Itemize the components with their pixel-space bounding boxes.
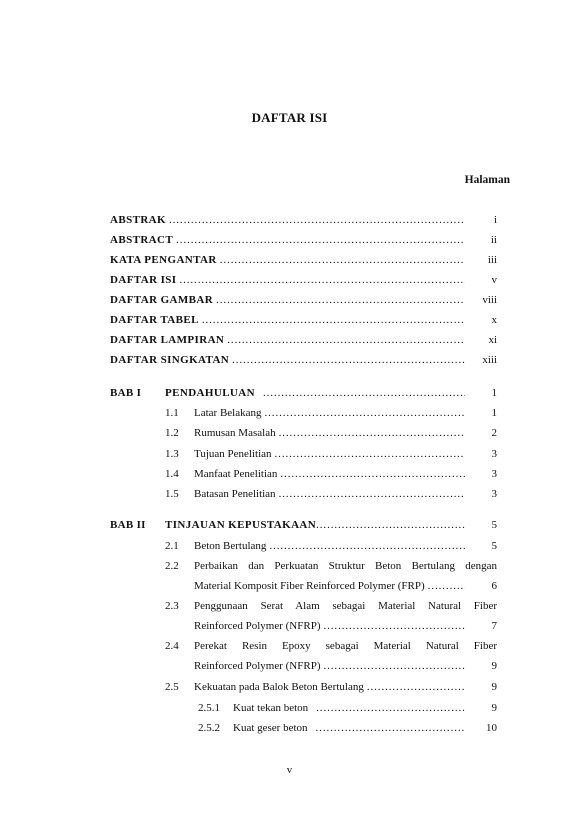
subsection-title: Kuat geser beton bbox=[233, 722, 308, 734]
section-title: Reinforced Polymer (NFRP) bbox=[194, 660, 321, 672]
toc-page: x bbox=[491, 314, 497, 326]
section-number: 2.2 bbox=[165, 560, 179, 572]
toc-subsection bbox=[110, 720, 497, 736]
toc-chapter bbox=[110, 385, 497, 401]
section-number: 2.5 bbox=[165, 681, 179, 693]
toc-page: 10 bbox=[486, 722, 497, 734]
leader-dots bbox=[179, 272, 465, 288]
toc-entry-front bbox=[110, 352, 497, 368]
chapter-title: TINJAUAN KEPUSTAKAAN bbox=[165, 519, 317, 531]
leader-dots bbox=[202, 312, 465, 328]
leader-dots bbox=[220, 252, 465, 268]
subsection-number: 2.5.2 bbox=[198, 722, 220, 734]
chapter-label: BAB I bbox=[110, 387, 142, 399]
toc-section-cont bbox=[110, 578, 497, 594]
toc-entry-front bbox=[110, 312, 497, 328]
toc-subsection bbox=[110, 700, 497, 716]
chapter-title: PENDAHULUAN bbox=[165, 387, 255, 399]
toc-label: DAFTAR TABEL bbox=[110, 314, 199, 326]
toc-page: xi bbox=[488, 334, 497, 346]
toc-page: xiii bbox=[482, 354, 497, 366]
leader-dots bbox=[323, 618, 465, 634]
section-title-line1: Perbaikan dan Perkuatan Struktur Beton Bertulang dengan bbox=[194, 560, 497, 572]
toc-section bbox=[110, 466, 497, 482]
leader-dots bbox=[269, 538, 465, 554]
leader-dots bbox=[275, 446, 465, 462]
leader-dots bbox=[367, 679, 465, 695]
toc-entry-front bbox=[110, 272, 497, 288]
section-number: 1.5 bbox=[165, 488, 179, 500]
section-title: Latar Belakang bbox=[194, 407, 262, 419]
toc-page: 3 bbox=[491, 468, 497, 480]
toc-page: i bbox=[493, 214, 497, 226]
toc-entry-front bbox=[110, 212, 497, 228]
toc-chapter bbox=[110, 517, 497, 533]
toc-entry-front bbox=[110, 232, 497, 248]
toc-label: DAFTAR ISI bbox=[110, 274, 177, 286]
leader-dots bbox=[265, 405, 466, 421]
toc-label: DAFTAR LAMPIRAN bbox=[110, 334, 225, 346]
section-title: Manfaat Penelitian bbox=[194, 468, 278, 480]
toc-section bbox=[110, 538, 497, 554]
toc-section-cont bbox=[110, 618, 497, 634]
section-title: Reinforced Polymer (NFRP) bbox=[194, 620, 321, 632]
toc-page: 3 bbox=[491, 448, 497, 460]
toc-section bbox=[110, 679, 497, 695]
toc-section bbox=[110, 405, 497, 421]
leader-dots bbox=[316, 700, 465, 716]
toc-page: 5 bbox=[491, 540, 497, 552]
leader-dots bbox=[280, 466, 465, 482]
leader-dots bbox=[316, 517, 465, 533]
toc-page: ii bbox=[490, 234, 497, 246]
toc-entry-front bbox=[110, 252, 497, 268]
toc-label: DAFTAR SINGKATAN bbox=[110, 354, 230, 366]
section-number: 1.4 bbox=[165, 468, 179, 480]
toc-page: 7 bbox=[491, 620, 497, 632]
toc-section bbox=[110, 446, 497, 462]
leader-dots bbox=[428, 578, 465, 594]
toc-page: 2 bbox=[491, 427, 497, 439]
section-title: Kekuatan pada Balok Beton Bertulang bbox=[194, 681, 364, 693]
page-column-header: Halaman bbox=[464, 174, 510, 186]
toc-label: ABSTRAK bbox=[110, 214, 166, 226]
page-number-footer: v bbox=[286, 764, 293, 776]
section-title: Beton Bertulang bbox=[194, 540, 267, 552]
toc-page: 9 bbox=[491, 660, 497, 672]
section-number: 2.4 bbox=[165, 640, 179, 652]
toc-page: 6 bbox=[491, 580, 497, 592]
leader-dots bbox=[176, 232, 465, 248]
section-title: Rumusan Masalah bbox=[194, 427, 276, 439]
toc-entry-front bbox=[110, 332, 497, 348]
leader-dots bbox=[316, 720, 465, 736]
section-number: 1.1 bbox=[165, 407, 179, 419]
toc-page: 3 bbox=[491, 488, 497, 500]
toc-section bbox=[110, 486, 497, 502]
section-title-line1: Penggunaan Serat Alam sebagai Material Natural Fiber bbox=[194, 600, 497, 612]
section-title-line1: Perekat Resin Epoxy sebagai Material Natural Fiber bbox=[194, 640, 497, 652]
toc-page: 1 bbox=[491, 387, 497, 399]
page-title: DAFTAR ISI bbox=[251, 110, 328, 125]
section-number: 2.1 bbox=[165, 540, 179, 552]
section-number: 1.2 bbox=[165, 427, 179, 439]
leader-dots bbox=[227, 332, 465, 348]
toc-page: 1 bbox=[491, 407, 497, 419]
subsection-title: Kuat tekan beton bbox=[233, 702, 309, 714]
toc-page: 9 bbox=[491, 702, 497, 714]
chapter-label: BAB II bbox=[110, 519, 146, 531]
toc-section bbox=[110, 425, 497, 441]
toc-page: iii bbox=[487, 254, 497, 266]
leader-dots bbox=[323, 658, 465, 674]
leader-dots bbox=[263, 385, 465, 401]
leader-dots bbox=[169, 212, 465, 228]
section-title: Batasan Penelitian bbox=[194, 488, 276, 500]
toc-page: 5 bbox=[491, 519, 497, 531]
leader-dots bbox=[279, 486, 465, 502]
toc-page: 9 bbox=[491, 681, 497, 693]
subsection-number: 2.5.1 bbox=[198, 702, 220, 714]
section-title: Material Komposit Fiber Reinforced Polymer (FRP) bbox=[194, 580, 425, 592]
toc-page: v bbox=[491, 274, 497, 286]
toc-section-cont bbox=[110, 658, 497, 674]
leader-dots bbox=[279, 425, 465, 441]
section-number: 1.3 bbox=[165, 448, 179, 460]
toc-page: viii bbox=[482, 294, 497, 306]
leader-dots bbox=[216, 292, 465, 308]
section-title: Tujuan Penelitian bbox=[194, 448, 272, 460]
section-number: 2.3 bbox=[165, 600, 179, 612]
leader-dots bbox=[232, 352, 465, 368]
toc-entry-front bbox=[110, 292, 497, 308]
toc-label: DAFTAR GAMBAR bbox=[110, 294, 214, 306]
toc-label: KATA PENGANTAR bbox=[110, 254, 217, 266]
toc-label: ABSTRACT bbox=[110, 234, 174, 246]
